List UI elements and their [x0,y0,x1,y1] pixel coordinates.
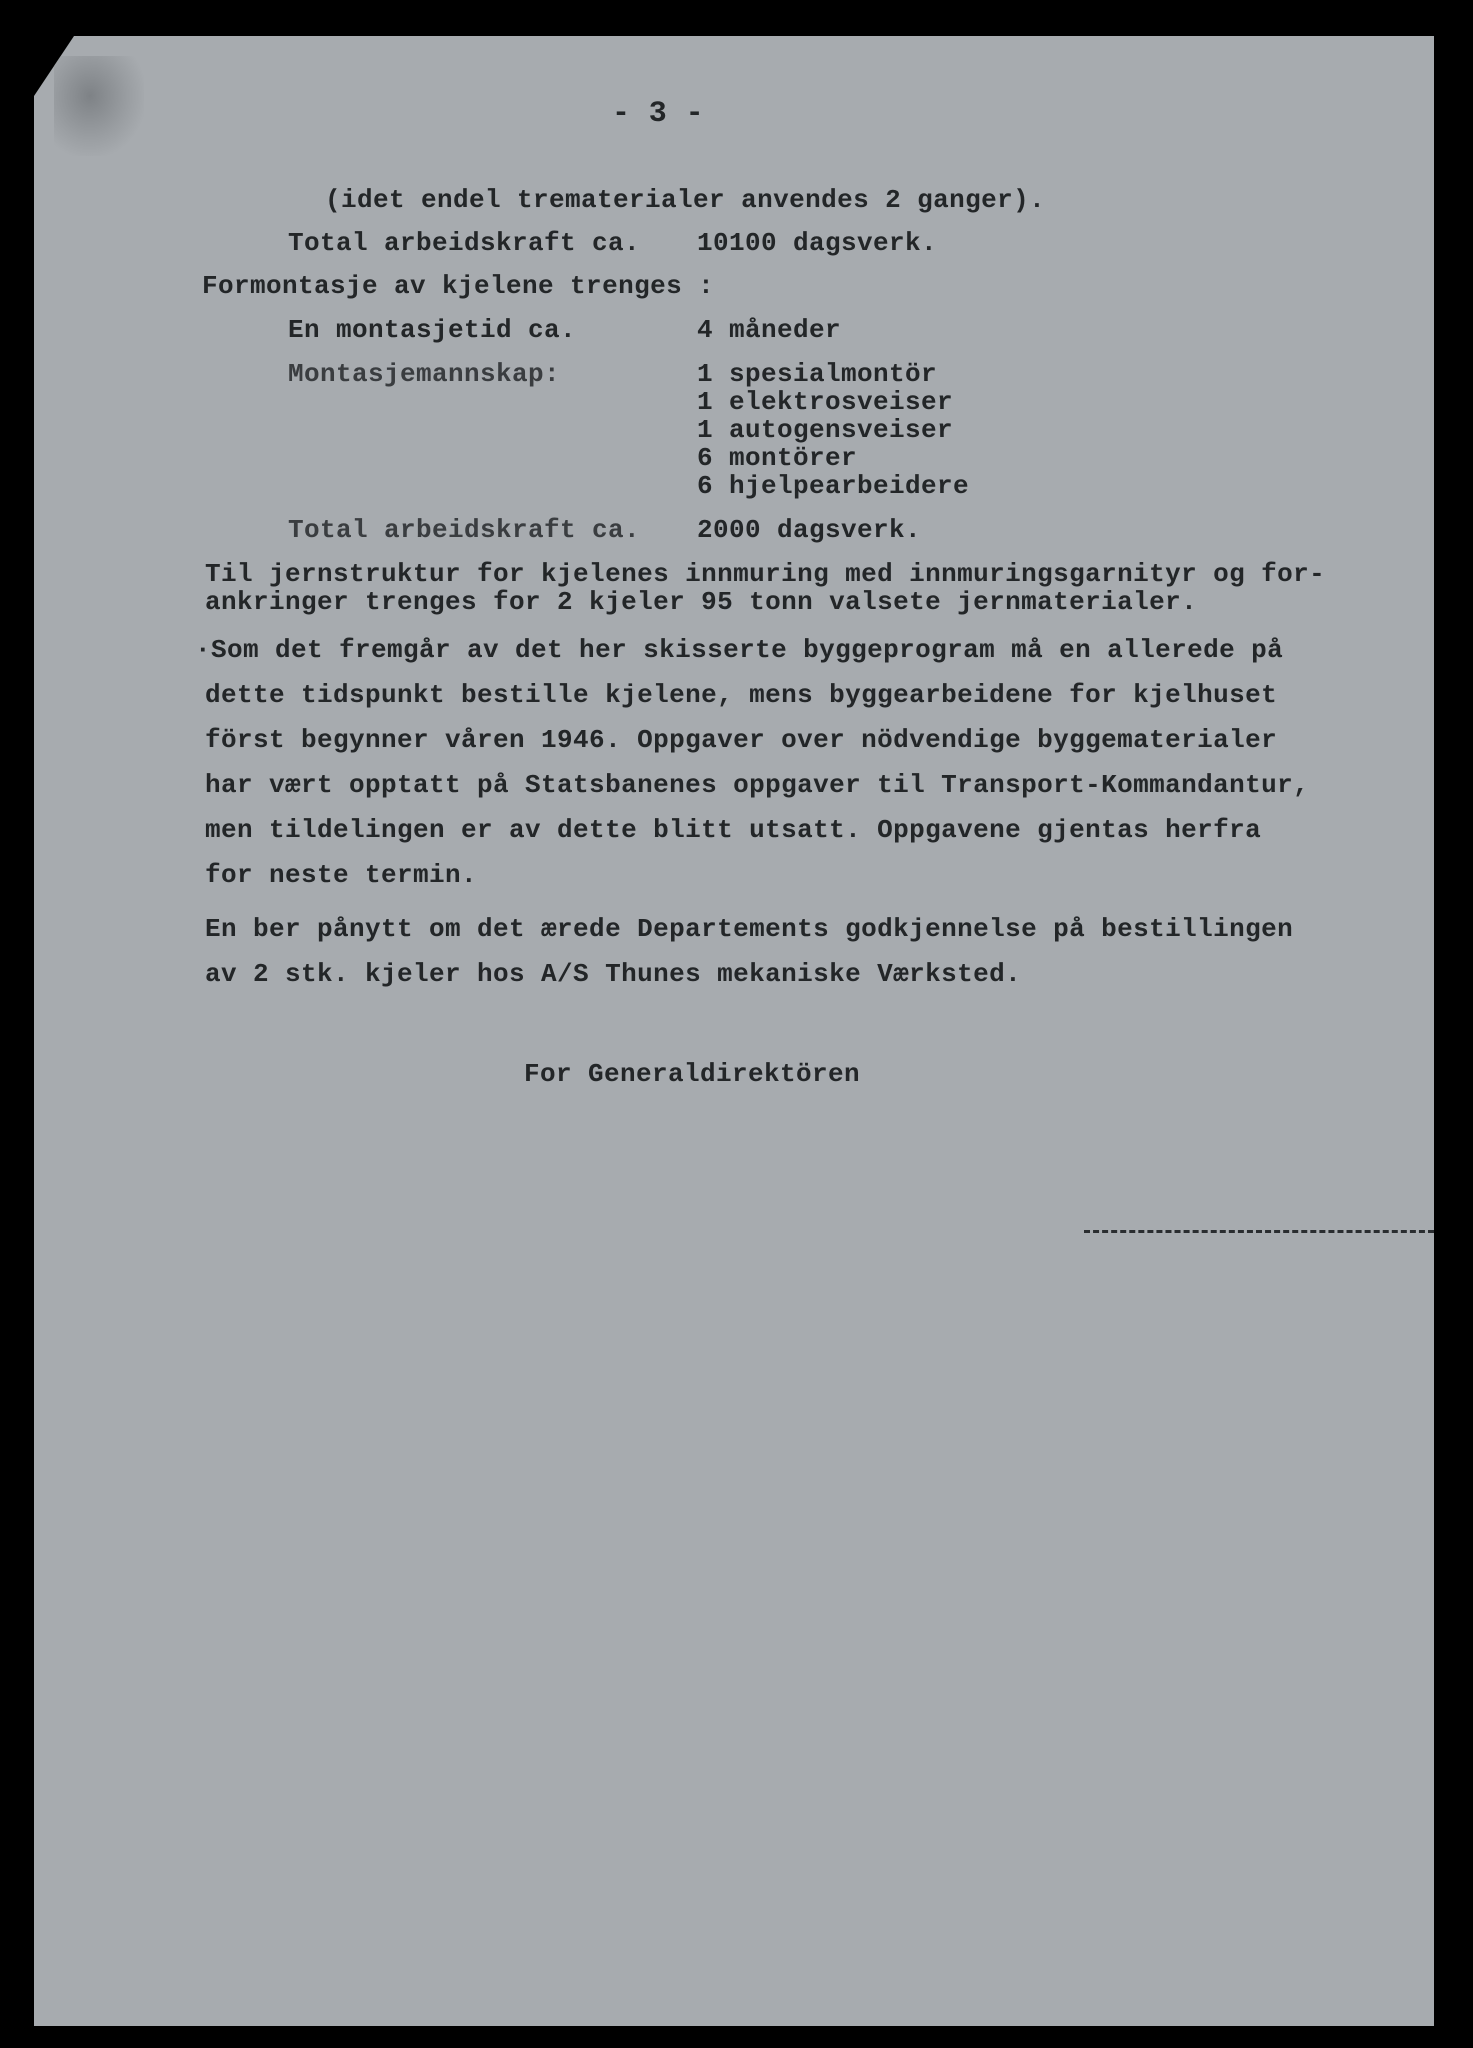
montasjetid-label: En montasjetid ca. [288,315,577,345]
text-line: En ber pånytt om det ærede Departements godkjennelse på bestillingen [205,914,1294,944]
total-label: Total arbeidskraft ca. [288,515,641,545]
text-line: ·Som det fremgår av det her skisserte byggeprogram må en allerede på [195,635,1284,665]
list-item: 6 montörer [697,443,858,473]
page-number: - 3 - [612,97,705,131]
torn-corner [54,56,144,156]
list-item: 1 autogensveiser [697,415,954,445]
total-value: 10100 dagsverk. [697,228,938,258]
text-line: Formontasje av kjelene trenges : [202,271,715,301]
dashed-rule [1084,1230,1434,1233]
text-line: först begynner våren 1946. Oppgaver over nödvendige byggematerialer [205,725,1278,755]
total-value: 2000 dagsverk. [697,515,922,545]
mannskap-label: Montasjemannskap: [288,359,561,389]
text-line: (idet endel trematerialer anvendes 2 ganger). [325,185,1046,215]
list-item: 6 hjelpearbeidere [697,471,970,501]
text-line: ankringer trenges for 2 kjeler 95 tonn valsete jernmaterialer. [205,587,1198,617]
text-line: av 2 stk. kjeler hos A/S Thunes mekaniske Værksted. [205,959,1022,989]
text-line: for neste termin. [205,860,478,890]
text-line: men tildelingen er av dette blitt utsatt. Oppgavene gjentas herfra [205,815,1262,845]
list-item: 1 elektrosveiser [697,387,954,417]
total-label: Total arbeidskraft ca. [288,228,641,258]
text-line: dette tidspunkt bestille kjelene, mens byggearbeidene for kjelhuset [205,680,1278,710]
text-line: har vært opptatt på Statsbanenes oppgaver til Transport-Kommandantur, [205,770,1310,800]
montasjetid-value: 4 måneder [697,315,842,345]
signature-line: For Generaldirektören [524,1059,861,1089]
list-item: 1 spesialmontör [697,359,938,389]
text-line: Til jernstruktur for kjelenes innmuring med innmuringsgarnityr og for- [205,559,1326,589]
